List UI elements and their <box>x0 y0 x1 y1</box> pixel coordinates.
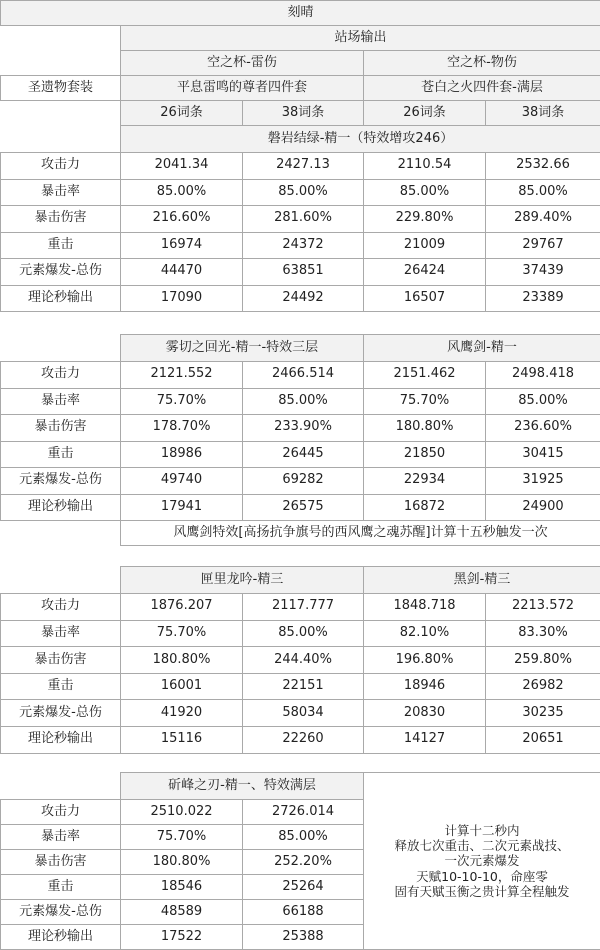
stat-value: 252.20% <box>242 849 364 875</box>
row-label: 攻击力 <box>0 799 121 825</box>
stat-value: 2041.34 <box>120 152 243 180</box>
sub-column-header: 26词条 <box>120 100 243 126</box>
row-label: 理论秒输出 <box>0 285 121 313</box>
stat-value: 17522 <box>120 924 243 950</box>
stat-value: 30235 <box>485 699 600 727</box>
weapon-header: 匣里龙吟-精三 <box>120 566 364 594</box>
stat-value: 37439 <box>485 258 600 286</box>
weapon-header: 黑剑-精三 <box>363 566 600 594</box>
stat-value: 2213.572 <box>485 593 600 621</box>
stat-value: 2427.13 <box>242 152 364 180</box>
stat-value: 178.70% <box>120 414 243 442</box>
stat-value: 20830 <box>363 699 486 727</box>
stat-value: 1876.207 <box>120 593 243 621</box>
stat-value: 75.70% <box>363 388 486 416</box>
row-label: 攻击力 <box>0 593 121 621</box>
stat-value: 48589 <box>120 899 243 925</box>
stat-value: 21850 <box>363 441 486 469</box>
stat-value: 41920 <box>120 699 243 727</box>
row-label: 攻击力 <box>0 361 121 389</box>
row-label: 元素爆发-总伤 <box>0 467 121 495</box>
stat-value: 85.00% <box>242 388 364 416</box>
stat-value: 75.70% <box>120 824 243 850</box>
weapon-header: 斫峰之刃-精一、特效满层 <box>120 772 364 800</box>
note-line: 释放七次重击、二次元素战技、 <box>394 838 570 854</box>
stat-value: 58034 <box>242 699 364 727</box>
stat-value: 233.90% <box>242 414 364 442</box>
stat-value: 2510.022 <box>120 799 243 825</box>
stat-value: 24900 <box>485 494 600 522</box>
stat-value: 25388 <box>242 924 364 950</box>
stat-value: 83.30% <box>485 620 600 648</box>
stat-value: 2726.014 <box>242 799 364 825</box>
stat-value: 29767 <box>485 232 600 260</box>
note-line: 一次元素爆发 <box>444 853 520 869</box>
stat-value: 180.80% <box>363 414 486 442</box>
stat-value: 22260 <box>242 726 364 754</box>
stat-value: 22934 <box>363 467 486 495</box>
note-line: 固有天赋玉衡之贵计算全程触发 <box>394 883 570 899</box>
row-label: 暴击伤害 <box>0 205 121 233</box>
weapon-header: 风鹰剑-精一 <box>363 334 600 362</box>
sub-column-header: 38词条 <box>242 100 364 126</box>
stat-value: 21009 <box>363 232 486 260</box>
stat-value: 17941 <box>120 494 243 522</box>
stat-value: 15116 <box>120 726 243 754</box>
row-label: 元素爆发-总伤 <box>0 699 121 727</box>
stat-value: 2466.514 <box>242 361 364 389</box>
stat-value: 69282 <box>242 467 364 495</box>
weapon-header: 磐岩结绿-精一（特效增攻246） <box>120 125 600 153</box>
stat-value: 26982 <box>485 673 600 701</box>
stat-value: 180.80% <box>120 849 243 875</box>
stat-value: 22151 <box>242 673 364 701</box>
stat-value: 2117.777 <box>242 593 364 621</box>
sub-column-header: 26词条 <box>363 100 486 126</box>
stat-value: 1848.718 <box>363 593 486 621</box>
row-label: 元素爆发-总伤 <box>0 899 121 925</box>
row-label: 理论秒输出 <box>0 494 121 522</box>
stat-value: 63851 <box>242 258 364 286</box>
row-label: 暴击率 <box>0 620 121 648</box>
stat-value: 24492 <box>242 285 364 313</box>
stat-value: 85.00% <box>363 179 486 207</box>
stat-value: 85.00% <box>242 179 364 207</box>
row-label: 暴击伤害 <box>0 849 121 875</box>
stat-value: 18546 <box>120 874 243 900</box>
row-label: 攻击力 <box>0 152 121 180</box>
set-label: 圣遗物套装 <box>0 75 121 101</box>
row-label: 元素爆发-总伤 <box>0 258 121 286</box>
row-label: 暴击率 <box>0 824 121 850</box>
group-header-set: 平息雷鸣的尊者四件套 <box>120 75 364 101</box>
stat-value: 82.10% <box>363 620 486 648</box>
stat-value: 85.00% <box>120 179 243 207</box>
stat-value: 259.80% <box>485 646 600 674</box>
stat-value: 2532.66 <box>485 152 600 180</box>
stat-value: 16872 <box>363 494 486 522</box>
group-header-set: 苍白之火四件套-满层 <box>363 75 600 101</box>
row-label: 暴击率 <box>0 388 121 416</box>
stat-value: 23389 <box>485 285 600 313</box>
stat-value: 75.70% <box>120 620 243 648</box>
stat-value: 31925 <box>485 467 600 495</box>
stat-value: 85.00% <box>242 824 364 850</box>
stat-value: 229.80% <box>363 205 486 233</box>
calculation-notes <box>363 772 600 950</box>
stat-value: 30415 <box>485 441 600 469</box>
stat-value: 2498.418 <box>485 361 600 389</box>
stat-value: 236.60% <box>485 414 600 442</box>
stat-value: 180.80% <box>120 646 243 674</box>
stat-value: 44470 <box>120 258 243 286</box>
stat-value: 25264 <box>242 874 364 900</box>
sheet-title: 刻晴 <box>0 0 600 26</box>
stat-value: 281.60% <box>242 205 364 233</box>
stat-value: 85.00% <box>485 388 600 416</box>
stat-value: 17090 <box>120 285 243 313</box>
stat-value: 26424 <box>363 258 486 286</box>
sub-column-header: 38词条 <box>485 100 600 126</box>
stat-value: 26445 <box>242 441 364 469</box>
stat-value: 85.00% <box>485 179 600 207</box>
note-line: 计算十二秒内 <box>444 822 520 838</box>
weapon-header: 雾切之回光-精一-特效三层 <box>120 334 364 362</box>
note-line: 天赋10-10-10，命座零 <box>416 868 548 884</box>
stat-value: 75.70% <box>120 388 243 416</box>
footnote: 风鹰剑特效[高扬抗争旗号的西风鹰之魂苏醒]计算十五秒触发一次 <box>120 520 600 546</box>
stat-value: 216.60% <box>120 205 243 233</box>
row-label: 重击 <box>0 232 121 260</box>
row-label: 理论秒输出 <box>0 726 121 754</box>
stat-value: 196.80% <box>363 646 486 674</box>
stat-value: 18946 <box>363 673 486 701</box>
stat-value: 20651 <box>485 726 600 754</box>
stat-value: 16974 <box>120 232 243 260</box>
row-label: 暴击伤害 <box>0 646 121 674</box>
row-label: 重击 <box>0 673 121 701</box>
stat-value: 2121.552 <box>120 361 243 389</box>
row-label: 暴击伤害 <box>0 414 121 442</box>
row-label: 重击 <box>0 441 121 469</box>
stat-value: 66188 <box>242 899 364 925</box>
stat-value: 26575 <box>242 494 364 522</box>
stat-value: 2151.462 <box>363 361 486 389</box>
stat-value: 18986 <box>120 441 243 469</box>
group-header-cup: 空之杯-物伤 <box>363 50 600 76</box>
stat-value: 49740 <box>120 467 243 495</box>
row-label: 重击 <box>0 874 121 900</box>
stat-value: 2110.54 <box>363 152 486 180</box>
mode-header: 站场输出 <box>120 25 600 51</box>
group-header-cup: 空之杯-雷伤 <box>120 50 364 76</box>
stat-value: 14127 <box>363 726 486 754</box>
stat-value: 24372 <box>242 232 364 260</box>
stat-value: 289.40% <box>485 205 600 233</box>
stat-value: 16507 <box>363 285 486 313</box>
stat-value: 85.00% <box>242 620 364 648</box>
stat-value: 244.40% <box>242 646 364 674</box>
stat-value: 16001 <box>120 673 243 701</box>
row-label: 理论秒输出 <box>0 924 121 950</box>
row-label: 暴击率 <box>0 179 121 207</box>
